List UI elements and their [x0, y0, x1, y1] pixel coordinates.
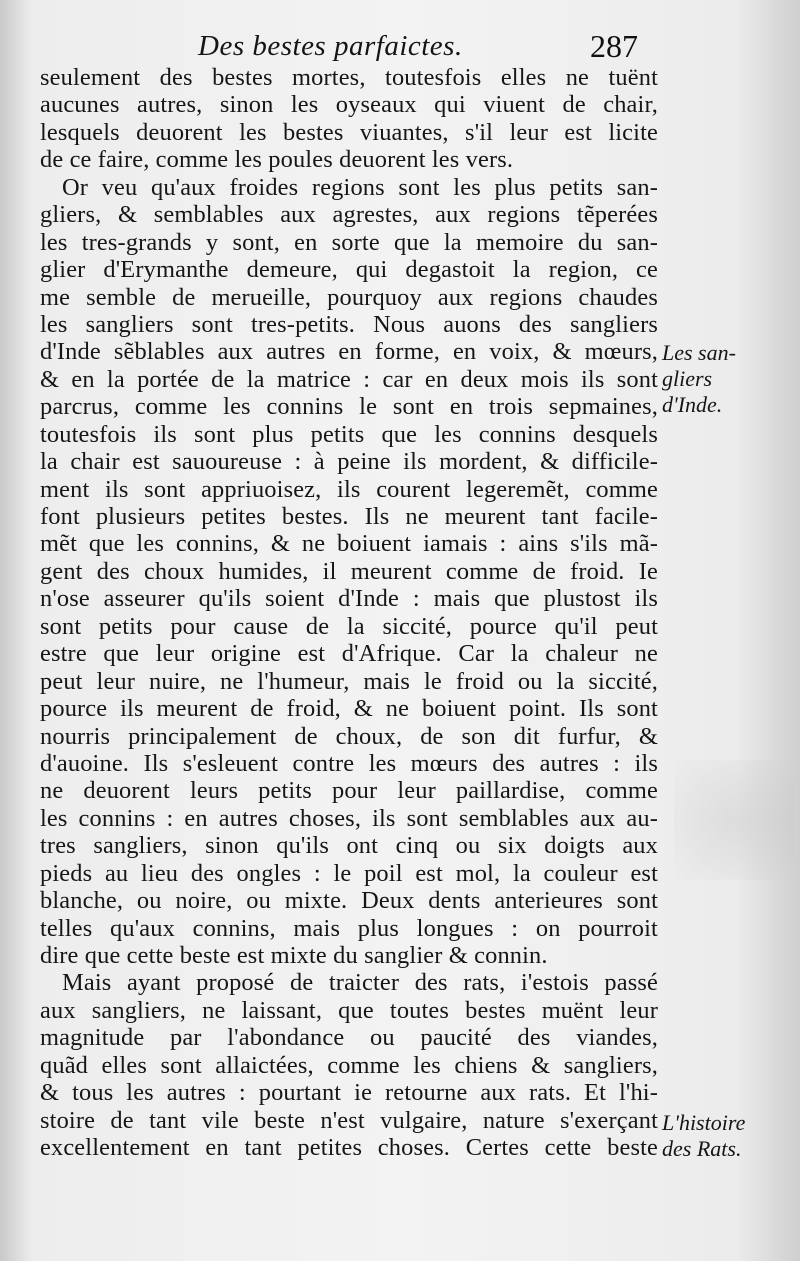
- text-line: blanche, ou noire, ou mixte. Deux dents anterieures sont: [40, 887, 658, 915]
- text-line: d'Inde sẽblables aux autres en forme, en voix, & mœurs,: [40, 338, 658, 366]
- text-line: me semble de merueille, pourquoy aux regions chaudes: [40, 283, 658, 311]
- text-line: Or veu qu'aux froides regions sont les plus petits san-: [62, 173, 658, 201]
- main-text-block: [40, 64, 658, 1162]
- text-line: gliers, & semblables aux agrestes, aux regions tẽperées: [40, 201, 658, 229]
- margin-note-rats: [662, 1110, 745, 1162]
- text-line: tres sangliers, sinon qu'ils ont cinq ou six doigts aux: [40, 832, 658, 860]
- text-line: toutesfois ils sont plus petits que les connins desquels: [40, 420, 658, 448]
- text-line: n'ose asseurer qu'ils soient d'Inde : mais que plustost ils: [40, 585, 658, 613]
- text-line: les connins : en autres choses, ils sont semblables aux au-: [40, 804, 658, 832]
- text-line: lesquels deuorent les bestes viuantes, s'il leur est licite: [40, 118, 658, 146]
- text-line: glier d'Erymanthe demeure, qui degastoit la region, ce: [40, 256, 658, 284]
- text-line: la chair est sauoureuse : à peine ils mordent, & difficile-: [40, 448, 658, 476]
- ink-bleed-through: [674, 760, 794, 880]
- text-line: estre que leur origine est d'Afrique. Car la chaleur ne: [40, 640, 658, 668]
- text-line: pource ils meurent de froid, & ne boiuent point. Ils sont: [40, 695, 658, 723]
- text-line: aucunes autres, sinon les oyseaux qui viuent de chair,: [40, 91, 658, 119]
- margin-note-line: d'Inde.: [662, 392, 723, 417]
- margin-note-line: des Rats.: [662, 1136, 742, 1161]
- text-line: aux sangliers, ne laissant, que toutes bestes muënt leur: [40, 996, 658, 1024]
- text-line: peut leur nuire, ne l'humeur, mais le froid ou la siccité,: [40, 667, 658, 695]
- text-line: nourris principalement de choux, de son dit furfur, &: [40, 722, 658, 750]
- text-line: dire que cette beste est mixte du sanglier & connin.: [40, 942, 548, 969]
- text-line: telles qu'aux connins, mais plus longues : on pourroit: [40, 914, 658, 942]
- margin-note-line: gliers: [662, 366, 713, 391]
- page-number: 287: [590, 28, 638, 64]
- text-line: mẽt que les connins, & ne boiuent iamais : ains s'ils mã-: [40, 530, 658, 558]
- margin-note-sangliers: [662, 340, 736, 418]
- text-line: seulement des bestes mortes, toutesfois elles ne tuënt: [40, 64, 658, 91]
- text-line: font plusieurs petites bestes. Ils ne meurent tant facile-: [40, 503, 658, 530]
- text-line: ne deuorent leurs petits pour leur paillardise, comme: [40, 777, 658, 805]
- text-line: les sangliers sont tres-petits. Nous auons des sangliers: [40, 310, 658, 338]
- text-line: les tres-grands y sont, en sorte que la memoire du san-: [40, 228, 658, 256]
- text-line: magnitude par l'abondance ou paucité des viandes,: [40, 1024, 658, 1052]
- margin-note-line: Les san-: [662, 340, 736, 365]
- page-header: [0, 8, 800, 68]
- text-line: sont petits pour cause de la siccité, pource qu'il peut: [40, 612, 658, 640]
- text-line: pieds au lieu des ongles : le poil est mol, la couleur est: [40, 859, 658, 887]
- running-title: Des bestes parfaictes.: [198, 30, 463, 62]
- text-line: parcrus, comme les connins le sont en trois sepmaines,: [40, 393, 658, 421]
- margin-note-line: L'histoire: [662, 1110, 746, 1135]
- text-line: ment ils sont appriuoisez, ils courent legeremẽt, comme: [40, 475, 658, 503]
- text-line: stoire de tant vile beste n'est vulgaire, nature s'exerçant: [40, 1106, 658, 1134]
- text-line: Mais ayant proposé de traicter des rats, i'estois passé: [62, 969, 658, 997]
- text-line: gent des choux humides, il meurent comme de froid. Ie: [40, 557, 658, 585]
- text-line: quãd elles sont allaictées, comme les chiens & sangliers,: [40, 1051, 658, 1079]
- text-line: excellentement en tant petites choses. Certes cette beste: [40, 1134, 658, 1162]
- text-line: & en la portée de la matrice : car en deux mois ils sont: [40, 365, 658, 393]
- text-line: d'auoine. Ils s'esleuent contre les mœurs des autres : ils: [40, 749, 658, 777]
- text-line: de ce faire, comme les poules deuorent les vers.: [40, 146, 514, 174]
- text-line: & tous les autres : pourtant ie retourne aux rats. Et l'hi-: [40, 1079, 658, 1107]
